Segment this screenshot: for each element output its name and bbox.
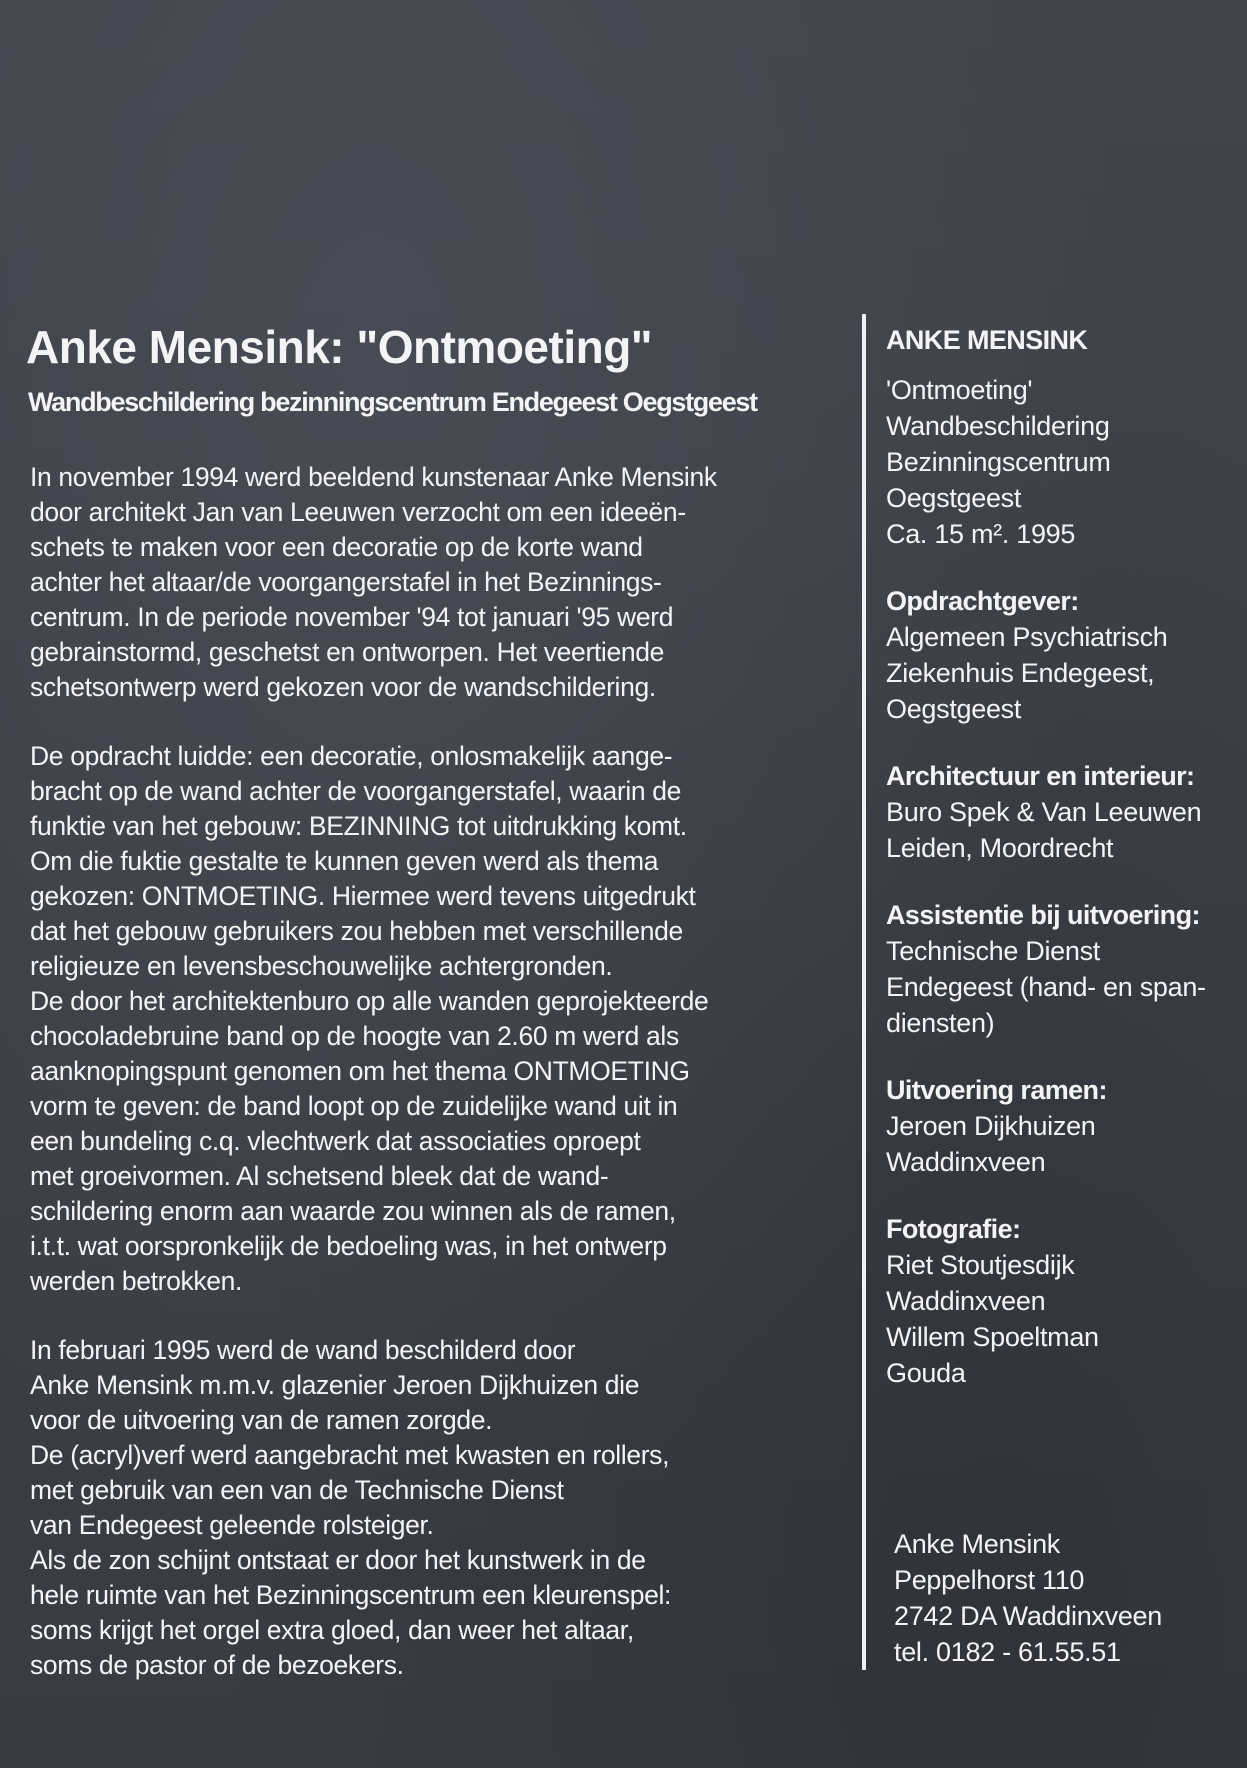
body-paragraph	[30, 460, 820, 705]
contact-address	[894, 1526, 1162, 1670]
credit-section	[886, 1072, 1246, 1180]
text-line: De (acryl)verf werd aangebracht met kwasten en rollers,	[30, 1440, 670, 1470]
text-line: vorm te geven: de band loopt op de zuidelijke wand uit in	[30, 1091, 678, 1121]
text-line: werden betrokken.	[30, 1266, 243, 1296]
text-line: i.t.t. wat oorspronkelijk de bedoeling was, in het ontwerp	[30, 1231, 667, 1261]
credit-line: Technische Dienst	[886, 936, 1101, 966]
text-line: van Endegeest geleende rolsteiger.	[30, 1510, 434, 1540]
text-line: funktie van het gebouw: BEZINNING tot uitdrukking komt.	[30, 811, 687, 841]
text-line: aanknopingspunt genomen om het thema ONTMOETING	[30, 1056, 690, 1086]
page-subtitle: Wandbeschildering bezinningscentrum Endegeest Oegstgeest	[28, 387, 757, 417]
credit-heading: Uitvoering ramen:	[886, 1075, 1107, 1105]
column-divider	[862, 314, 866, 1670]
credit-line: Waddinxveen	[886, 1286, 1046, 1316]
text-line: religieuze en levensbeschouwelijke achtergronden.	[30, 951, 613, 981]
credit-section	[886, 1211, 1246, 1391]
text-line: bracht op de wand achter de voorgangerstafel, waarin de	[30, 776, 682, 806]
credit-heading: Architectuur en interieur:	[886, 761, 1195, 791]
credit-line: Jeroen Dijkhuizen	[886, 1111, 1096, 1141]
text-line: In februari 1995 werd de wand beschilderd door	[30, 1335, 576, 1365]
credit-heading: Opdrachtgever:	[886, 586, 1079, 616]
credit-line: Waddinxveen	[886, 1147, 1046, 1177]
text-line: met groeivormen. Al schetsend bleek dat de wand-	[30, 1161, 609, 1191]
work-info-lines	[886, 372, 1246, 552]
text-line: Als de zon schijnt ontstaat er door het kunstwerk in de	[30, 1545, 646, 1575]
credit-section	[886, 758, 1246, 866]
credit-line: Riet Stoutjesdijk	[886, 1250, 1075, 1280]
credit-line: Leiden, Moordrecht	[886, 833, 1114, 863]
page-title: Anke Mensink: "Ontmoeting"	[26, 321, 653, 373]
text-line: gekozen: ONTMOETING. Hiermee werd tevens uitgedrukt	[30, 881, 696, 911]
credit-section	[886, 897, 1246, 1041]
text-line: chocoladebruine band op de hoogte van 2.60 m werd als	[30, 1021, 679, 1051]
credit-line: Oegstgeest	[886, 694, 1022, 724]
work-info-block	[886, 322, 1246, 552]
body-paragraph	[30, 1333, 820, 1683]
text-line: soms krijgt het orgel extra gloed, dan weer het altaar,	[30, 1615, 634, 1645]
work-info-line: 'Ontmoeting'	[886, 375, 1033, 405]
credit-line: Gouda	[886, 1358, 966, 1388]
text-line: dat het gebouw gebruikers zou hebben met verschillende	[30, 916, 683, 946]
text-line: hele ruimte van het Bezinningscentrum een kleurenspel:	[30, 1580, 672, 1610]
work-info-line: Wandbeschildering	[886, 411, 1110, 441]
artist-name: ANKE MENSINK	[886, 325, 1088, 355]
text-line: centrum. In de periode november '94 tot januari '95 werd	[30, 602, 674, 632]
credit-line: diensten)	[886, 1008, 995, 1038]
text-line: schetsontwerp werd gekozen voor de wandschildering.	[30, 672, 656, 702]
address-line: Peppelhorst 110	[894, 1565, 1085, 1595]
text-line: De opdracht luidde: een decoratie, onlosmakelijk aange-	[30, 741, 673, 771]
body-text	[30, 460, 820, 1717]
text-line: Anke Mensink m.m.v. glazenier Jeroen Dijkhuizen die	[30, 1370, 640, 1400]
credit-line: Ziekenhuis Endegeest,	[886, 658, 1155, 688]
text-line: Om die fuktie gestalte te kunnen geven werd als thema	[30, 846, 659, 876]
address-line: 2742 DA Waddinxveen	[894, 1601, 1162, 1631]
text-line: In november 1994 werd beeldend kunstenaar Anke Mensink	[30, 462, 717, 492]
credit-line: Endegeest (hand- en span-	[886, 972, 1206, 1002]
address-line: Anke Mensink	[894, 1529, 1060, 1559]
text-line: soms de pastor of de bezoekers.	[30, 1650, 404, 1680]
credit-section	[886, 583, 1246, 727]
text-line: De door het architektenburo op alle wanden geprojekteerde	[30, 986, 709, 1016]
text-line: schets te maken voor een decoratie op de korte wand	[30, 532, 643, 562]
credit-line: Buro Spek & Van Leeuwen	[886, 797, 1202, 827]
work-info-line: Oegstgeest	[886, 483, 1022, 513]
work-info-line: Bezinningscentrum	[886, 447, 1111, 477]
text-line: met gebruik van een van de Technische Dienst	[30, 1475, 564, 1505]
text-line: door architekt Jan van Leeuwen verzocht om een ideeën-	[30, 497, 686, 527]
credit-sections	[886, 583, 1246, 1391]
body-paragraph	[30, 739, 820, 1299]
credits-sidebar	[886, 322, 1246, 1422]
credit-line: Algemeen Psychiatrisch	[886, 622, 1168, 652]
address-line: tel. 0182 - 61.55.51	[894, 1637, 1121, 1667]
text-line: een bundeling c.q. vlechtwerk dat associaties oproept	[30, 1126, 641, 1156]
credit-heading: Fotografie:	[886, 1214, 1021, 1244]
text-line: schildering enorm aan waarde zou winnen als de ramen,	[30, 1196, 676, 1226]
text-line: gebrainstormd, geschetst en ontworpen. Het veertiende	[30, 637, 665, 667]
text-line: achter het altaar/de voorgangerstafel in het Bezinnings-	[30, 567, 662, 597]
credit-line: Willem Spoeltman	[886, 1322, 1099, 1352]
work-info-line: Ca. 15 m². 1995	[886, 519, 1076, 549]
text-line: voor de uitvoering van de ramen zorgde.	[30, 1405, 493, 1435]
credit-heading: Assistentie bij uitvoering:	[886, 900, 1200, 930]
